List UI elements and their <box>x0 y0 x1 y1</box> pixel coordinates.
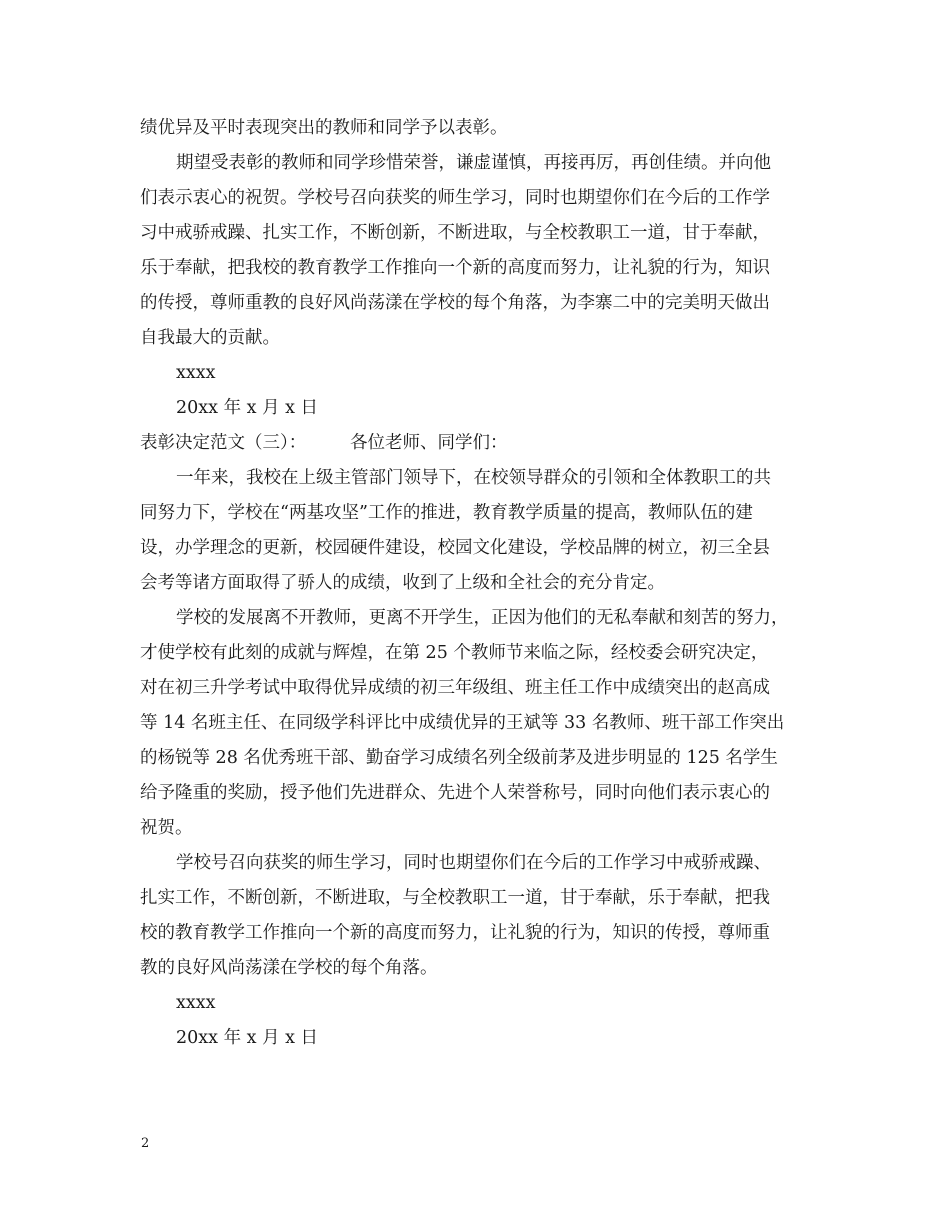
text-line: 等 14 名班主任、在同级学科评比中成绩优异的王斌等 33 名教师、班干部工作突出 <box>140 713 785 733</box>
text-line: 才使学校有此刻的成就与辉煌，在第 25 个教师节来临之际，经校委会研究决定， <box>140 643 769 663</box>
text-line: 扎实工作，不断创新，不断进取，与全校教职工一道，甘于奉献，乐于奉献，把我 <box>140 888 770 908</box>
text-line: 们表示衷心的祝贺。学校号召向获奖的师生学习，同时也期望你们在今后的工作学 <box>140 188 770 208</box>
text-line: 给予隆重的奖励，授予他们先进群众、先进个人荣誉称号，同时向他们表示衷心的 <box>140 783 770 803</box>
text-line: 祝贺。 <box>140 818 193 838</box>
text-line: 一年来，我校在上级主管部门领导下，在校领导群众的引领和全体教职工的共 <box>176 468 771 488</box>
text-line: 会考等诸方面取得了骄人的成绩，收到了上级和全社会的充分肯定。 <box>140 573 665 593</box>
text-line: 期望受表彰的教师和同学珍惜荣誉，谦虚谨慎，再接再厉，再创佳绩。并向他 <box>176 153 771 173</box>
text-line: 的传授，尊师重教的良好风尚荡漾在学校的每个角落，为李寨二中的完美明天做出 <box>140 293 770 313</box>
date-line: 20xx 年 x 月 x 日 <box>176 1028 319 1048</box>
text-line: 的杨锐等 28 名优秀班干部、勤奋学习成绩名列全级前茅及进步明显的 125 名学生 <box>140 748 778 768</box>
text-line: 校的教育教学工作推向一个新的高度而努力，让礼貌的行为，知识的传授，尊师重 <box>140 923 770 943</box>
text-line: 对在初三升学考试中取得优异成绩的初三年级组、班主任工作中成绩突出的赵高成 <box>140 678 770 698</box>
text-line: 同努力下，学校在“两基攻坚”工作的推进，教育教学质量的提高，教师队伍的建 <box>140 503 753 523</box>
date-line: 20xx 年 x 月 x 日 <box>176 398 319 418</box>
text-line: 教的良好风尚荡漾在学校的每个角落。 <box>140 958 438 978</box>
text-line: 学校号召向获奖的师生学习，同时也期望你们在今后的工作学习中戒骄戒躁、 <box>176 853 771 873</box>
text-line: 设，办学理念的更新，校园硬件建设，校园文化建设，学校品牌的树立，初三全县 <box>140 538 770 558</box>
signature-line: xxxx <box>176 993 216 1013</box>
text-line: 绩优异及平时表现突出的教师和同学予以表彰。 <box>140 118 508 138</box>
signature-line: xxxx <box>176 363 216 383</box>
text-line: 乐于奉献，把我校的教育教学工作推向一个新的高度而努力，让礼貌的行为，知识 <box>140 258 770 278</box>
text-line: 学校的发展离不开教师，更离不开学生，正因为他们的无私奉献和刻苦的努力， <box>176 608 789 628</box>
text-line: 习中戒骄戒躁、扎实工作，不断创新，不断进取，与全校教职工一道，甘于奉献， <box>140 223 770 243</box>
text-line: 自我最大的贡献。 <box>140 328 280 348</box>
section-heading: 表彰决定范文（三）： 各位老师、同学们： <box>140 433 508 453</box>
page-number: 2 <box>141 1136 150 1151</box>
